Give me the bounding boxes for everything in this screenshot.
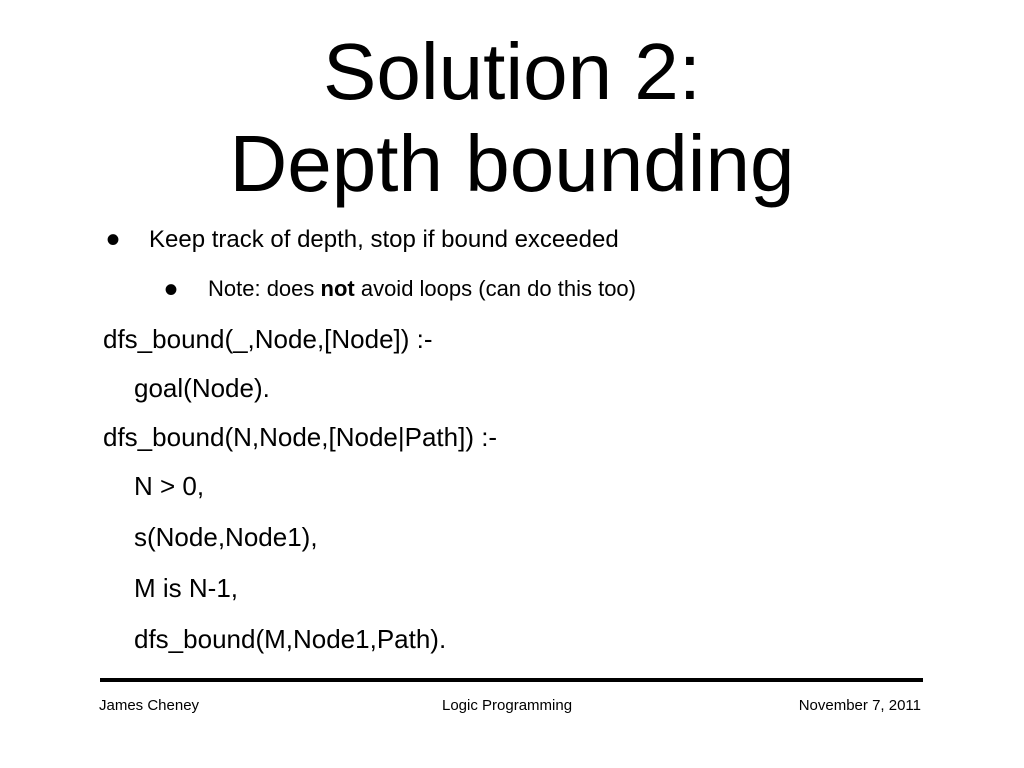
slide-title [0,26,1024,210]
footer-date: November 7, 2011 [798,697,921,714]
code-line-7: dfs_bound(M,Node1,Path). [134,624,447,654]
bullet-text-2-after: avoid loops (can do this too) [354,276,636,301]
bullet-icon: • [164,268,179,312]
footer-divider [100,678,923,682]
footer-author: James Cheney [99,697,200,714]
code-line-3: dfs_bound(N,Node,[Node|Path]) :- [103,422,498,452]
bullet-text-2 [208,276,636,302]
bullet-icon: • [106,218,121,262]
bullet-text-1: Keep track of depth, stop if bound exceeded [149,226,619,253]
code-line-4: N > 0, [134,471,205,501]
slide-title-line-1: Solution 2: [322,27,702,116]
code-line-2: goal(Node). [134,373,270,403]
bullet-text-2-before: Note: does [208,276,321,301]
code-line-5: s(Node,Node1), [134,522,318,552]
code-line-6: M is N-1, [134,573,238,603]
slide-title-line-2: Depth bounding [229,119,795,208]
code-line-1: dfs_bound(_,Node,[Node]) :- [103,324,433,354]
bullet-text-2-bold: not [320,276,355,301]
footer-course: Logic Programming [442,697,573,714]
